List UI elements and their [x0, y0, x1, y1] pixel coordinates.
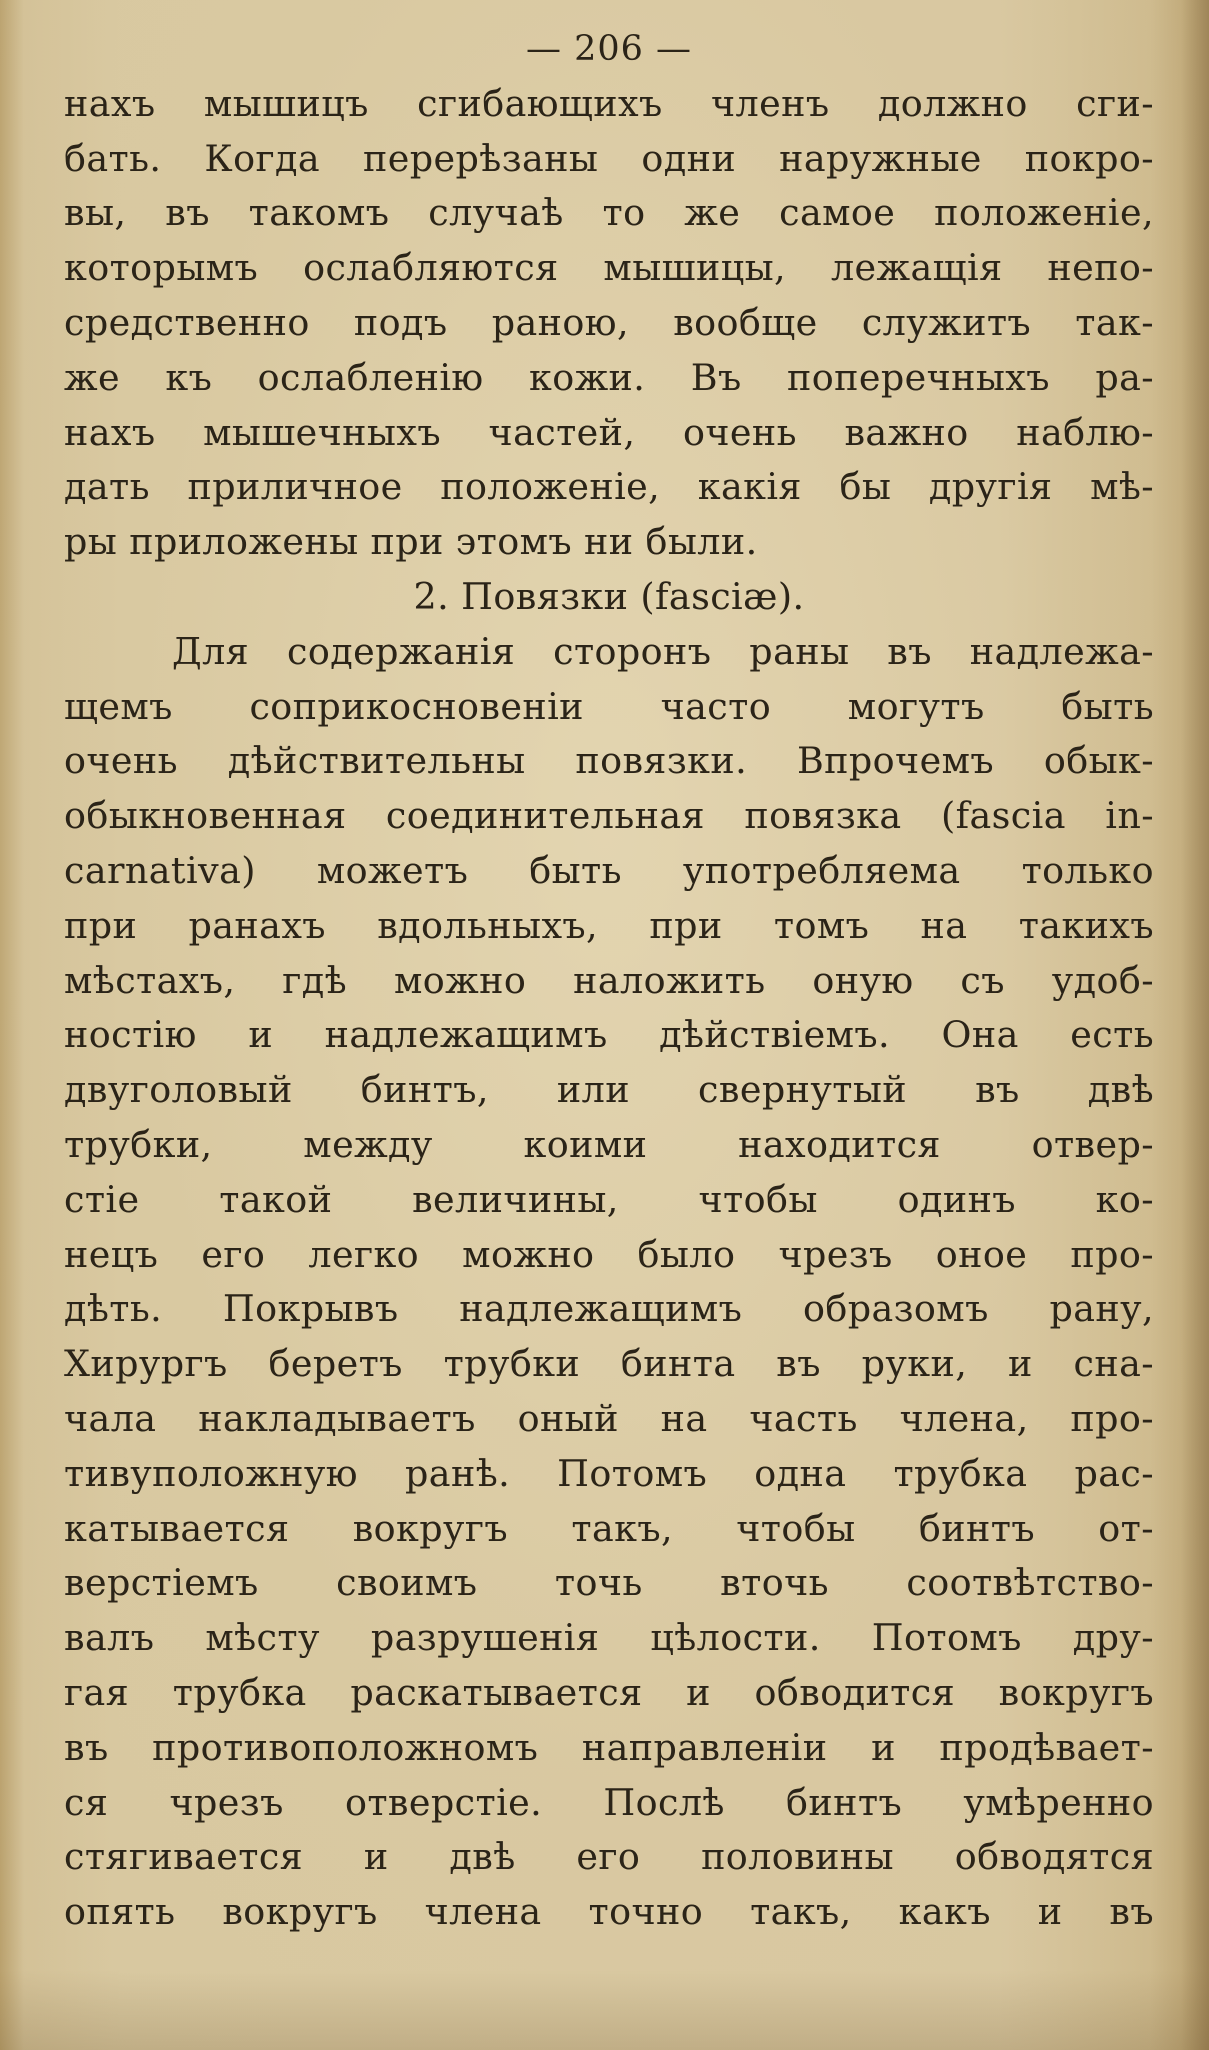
- text-line: тивуположную ранѣ. Потомъ одна трубка рас-: [64, 1451, 1154, 1495]
- text-line: вы, въ такомъ случаѣ то же самое положеніе,: [64, 191, 1154, 235]
- text-line: мѣстахъ, гдѣ можно наложить оную съ удоб-: [64, 958, 1154, 1002]
- text-line: нахъ мышицъ сгибающихъ членъ должно сги-: [64, 81, 1154, 125]
- text-line: стягивается и двѣ его половины обводятся: [64, 1835, 1154, 1879]
- section-heading: 2. Повязки (fasciæ).: [413, 574, 805, 618]
- page-edge-shadow: [1181, 0, 1209, 2050]
- text-line: которымъ ослабляются мышицы, лежащія непо-: [64, 246, 1154, 290]
- text-line: при ранахъ вдольныхъ, при томъ на такихъ: [64, 903, 1154, 947]
- text-line: двуголовый бинтъ, или свернутый въ двѣ: [64, 1068, 1154, 1112]
- text-line: бать. Когда перерѣзаны одни наружные покро-: [64, 136, 1154, 180]
- text-line: въ противоположномъ направленіи и продѣвает-: [64, 1725, 1154, 1769]
- text-line: ся чрезъ отверстіе. Послѣ бинтъ умѣренно: [64, 1780, 1154, 1824]
- text-line: нахъ мышечныхъ частей, очень важно наблю-: [64, 410, 1154, 454]
- text-line: чала накладываетъ оный на часть члена, про-: [64, 1396, 1154, 1440]
- text-line: трубки, между коими находится отвер-: [64, 1122, 1154, 1166]
- text-line: валъ мѣсту разрушенія цѣлости. Потомъ дру-: [64, 1616, 1154, 1660]
- text-line: ры приложены при этомъ ни были.: [64, 520, 758, 564]
- text-line: средственно подъ раною, вообще служитъ так-: [64, 300, 1154, 344]
- page-number-header: — 206 —: [525, 29, 693, 69]
- page-text: [64, 22, 1154, 1940]
- text-line: верстіемъ своимъ точь вточь соотвѣтство-: [64, 1561, 1154, 1605]
- text-line: ностію и надлежащимъ дѣйствіемъ. Она есть: [64, 1013, 1154, 1057]
- text-line: гая трубка раскатывается и обводится вокругъ: [64, 1670, 1154, 1714]
- text-line: carnativa) можетъ быть употребляема только: [64, 848, 1154, 892]
- text-line: опять вокругъ члена точно такъ, какъ и въ: [64, 1890, 1154, 1934]
- text-line: щемъ соприкосновеніи часто могутъ быть: [64, 684, 1154, 728]
- text-line: Для содержанія сторонъ раны въ надлежа-: [172, 629, 1154, 673]
- page-bottom-shadow: [0, 1970, 1209, 2050]
- text-line: нецъ его легко можно было чрезъ оное про-: [64, 1232, 1154, 1276]
- text-line: дать приличное положеніе, какія бы другія мѣ-: [64, 465, 1154, 509]
- text-line: обыкновенная соединительная повязка (fascia in-: [64, 794, 1154, 838]
- text-line: катывается вокругъ такъ, чтобы бинтъ от-: [64, 1506, 1154, 1550]
- text-line: же къ ослабленію кожи. Въ поперечныхъ ра-: [64, 355, 1154, 399]
- text-line: очень дѣйствительны повязки. Впрочемъ обык-: [64, 739, 1154, 783]
- text-line: стіе такой величины, чтобы одинъ ко-: [64, 1177, 1154, 1221]
- text-line: Хирургъ беретъ трубки бинта въ руки, и сна-: [64, 1342, 1154, 1386]
- text-line: дѣть. Покрывъ надлежащимъ образомъ рану,: [64, 1287, 1154, 1331]
